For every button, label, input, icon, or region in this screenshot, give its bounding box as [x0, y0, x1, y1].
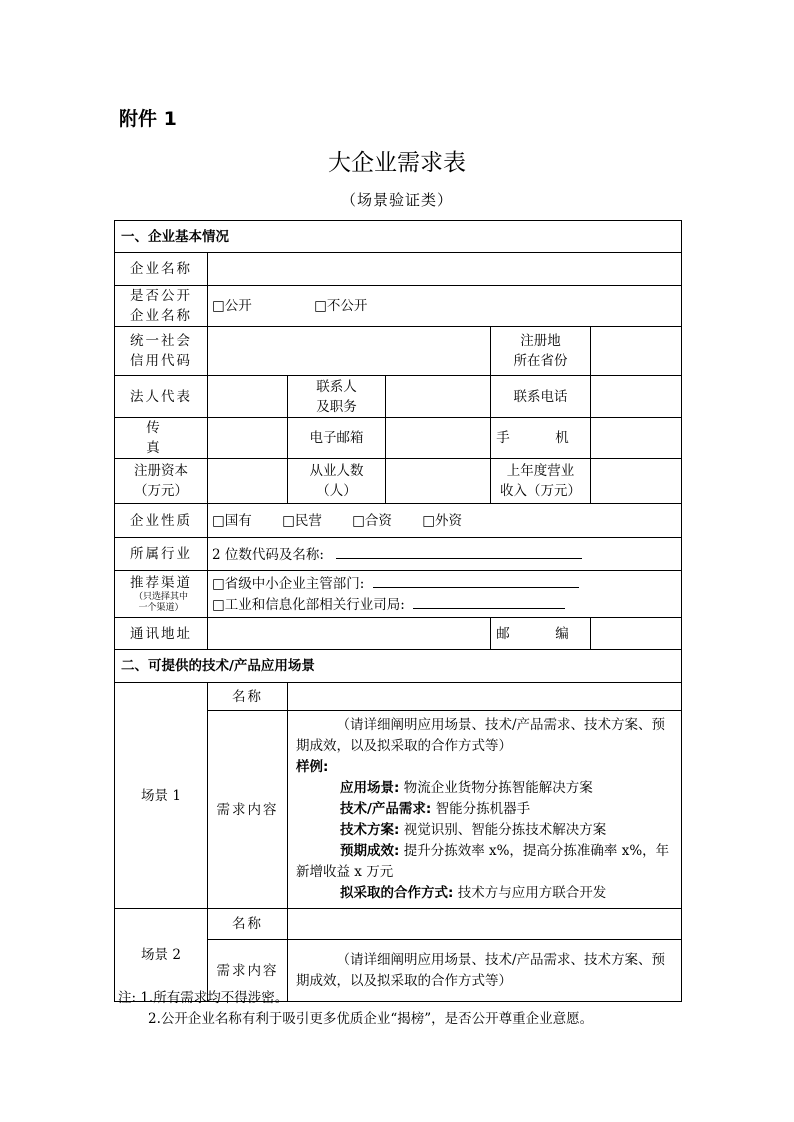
public-name-options: [208, 286, 682, 327]
scene1-req-label: 需求内容: [208, 711, 288, 909]
credit-code-label-line2: 信用代码: [130, 353, 192, 369]
public-name-label-line1: 是否公开: [130, 288, 192, 304]
channel-label-text: 推荐渠道: [130, 575, 192, 591]
employees-label: [288, 459, 386, 504]
channel-provincial-line[interactable]: [373, 573, 579, 588]
contact-field[interactable]: [386, 376, 491, 418]
fax-field[interactable]: [208, 418, 288, 459]
mobile-field[interactable]: [591, 418, 682, 459]
mobile-label: [491, 418, 591, 459]
credit-code-field[interactable]: [208, 327, 491, 376]
scene1-item-2-value: 视觉识别、智能分拣技术解决方案: [403, 822, 607, 838]
postcode-label-text: 邮 编: [496, 625, 585, 642]
scene1-item-3: [296, 841, 673, 883]
channel-label: [115, 571, 208, 618]
section1-heading: 一、企业基本情况: [115, 221, 682, 253]
scene1-item-0-value: 物流企业货物分拣智能解决方案: [403, 780, 593, 796]
legal-rep-label: 法人代表: [115, 376, 208, 418]
scene1-label: 场景 1: [115, 683, 208, 909]
industry-prompt: 2 位数代码及名称:: [212, 546, 324, 563]
public-option-yes[interactable]: □公开: [212, 298, 252, 314]
credit-code-label: [115, 327, 208, 376]
scene1-name-label: 名称: [208, 683, 288, 711]
revenue-label-line1: 上年度营业: [506, 463, 575, 479]
industry-input-line[interactable]: [336, 544, 582, 559]
scene1-item-4-key: 拟采取的合作方式:: [340, 885, 454, 901]
nature-label: 企业性质: [115, 504, 208, 538]
industry-label: 所属行业: [115, 538, 208, 571]
section2-heading: 二、可提供的技术/产品应用场景: [115, 650, 682, 683]
notes: [118, 988, 593, 1030]
address-label: 通讯地址: [115, 618, 208, 650]
capital-field[interactable]: [208, 459, 288, 504]
note-1: 注: 1.所有需求均不得涉密。: [118, 990, 289, 1006]
attachment-label: 附件 1: [119, 108, 177, 130]
nature-option-joint[interactable]: □合资: [352, 512, 392, 529]
scene2-req-label: 需求内容: [208, 940, 288, 1002]
scene1-instruction: （请详细阐明应用场景、技术/产品需求、技术方案、预期成效，以及拟采取的合作方式等）: [296, 717, 666, 754]
capital-label-line2: （万元）: [134, 483, 188, 499]
legal-rep-field[interactable]: [208, 376, 288, 418]
scene1-item-1: [296, 799, 673, 820]
contact-label: [288, 376, 386, 418]
channel-option-miit-text: □工业和信息化部相关行业司局:: [212, 597, 405, 613]
channel-note-line2: 一个渠道）: [138, 603, 184, 613]
nature-options: [208, 504, 682, 538]
company-name-label: 企业名称: [115, 253, 208, 286]
scene1-item-2-key: 技术方案:: [340, 822, 400, 838]
revenue-label: [491, 459, 591, 504]
address-field[interactable]: [208, 618, 491, 650]
scene2-label: 场景 2: [115, 909, 208, 1002]
mobile-label-text: 手 机: [496, 430, 585, 446]
phone-field[interactable]: [591, 376, 682, 418]
company-name-field[interactable]: [208, 253, 682, 286]
fax-label: [115, 418, 208, 459]
channel-option-provincial-text: □省级中小企业主管部门:: [212, 576, 365, 592]
revenue-field[interactable]: [591, 459, 682, 504]
scene1-item-0-key: 应用场景:: [340, 780, 400, 796]
reg-province-label-line2: 所在省份: [513, 353, 568, 369]
phone-label: 联系电话: [491, 376, 591, 418]
channel-option-miit[interactable]: [212, 594, 677, 615]
credit-code-label-line1: 统一社会: [130, 333, 192, 349]
channel-note-line1: （只选择其中: [133, 592, 188, 602]
channel-option-provincial[interactable]: [212, 573, 677, 594]
public-name-label-line2: 企业名称: [130, 308, 192, 324]
scene2-name-label: 名称: [208, 909, 288, 940]
note-2: 2.公开企业名称有利于吸引更多优质企业“揭榜”，是否公开尊重企业意愿。: [148, 1011, 594, 1027]
fax-label-text: 传 真: [146, 420, 206, 456]
scene1-item-3-value: 提升分拣效率 x%，提高分拣准确率 x%，年新增收益 x 万元: [296, 843, 670, 880]
capital-label: [115, 459, 208, 504]
channel-options: [208, 571, 682, 618]
scene1-example-heading: 样例:: [296, 759, 329, 775]
employees-label-line1: 从业人数: [309, 463, 364, 479]
scene2-name-field[interactable]: [288, 909, 682, 940]
contact-label-line2: 及职务: [316, 398, 357, 415]
revenue-label-line2: 收入（万元）: [500, 483, 581, 499]
public-name-label: [115, 286, 208, 327]
postcode-field[interactable]: [591, 618, 682, 650]
scene1-item-2: [296, 820, 673, 841]
postcode-label: [491, 618, 591, 650]
scene1-item-1-value: 智能分拣机器手: [435, 801, 531, 817]
scene1-item-4-value: 技术方与应用方联合开发: [457, 885, 607, 901]
form-subtitle: （场景验证类）: [340, 191, 453, 209]
scene2-instruction: （请详细阐明应用场景、技术/产品需求、技术方案、预期成效，以及拟采取的合作方式等）: [296, 951, 666, 989]
nature-option-state[interactable]: □国有: [212, 512, 252, 529]
capital-label-line1: 注册资本: [134, 463, 188, 479]
nature-option-private[interactable]: □民营: [282, 512, 322, 529]
channel-miit-line[interactable]: [413, 594, 565, 609]
email-field[interactable]: [386, 418, 491, 459]
scene1-item-1-key: 技术/产品需求:: [340, 801, 432, 817]
scene1-name-field[interactable]: [288, 683, 682, 711]
reg-province-field[interactable]: [591, 327, 682, 376]
employees-label-line2: （人）: [316, 483, 357, 499]
employees-field[interactable]: [386, 459, 491, 504]
reg-province-label: [491, 327, 591, 376]
reg-province-label-line1: 注册地: [520, 333, 561, 349]
email-label: 电子邮箱: [288, 418, 386, 459]
scene1-item-3-key: 预期成效:: [340, 843, 400, 859]
contact-label-line1: 联系人: [316, 378, 357, 395]
public-option-no[interactable]: □不公开: [314, 298, 368, 314]
scene1-item-0: [296, 778, 673, 799]
scene1-item-4: [296, 883, 673, 904]
scene1-req-content[interactable]: [288, 711, 682, 909]
nature-option-foreign[interactable]: □外资: [422, 512, 462, 529]
industry-row: [208, 538, 682, 571]
demand-form-table: [114, 220, 682, 1002]
form-title: 大企业需求表: [328, 150, 466, 176]
